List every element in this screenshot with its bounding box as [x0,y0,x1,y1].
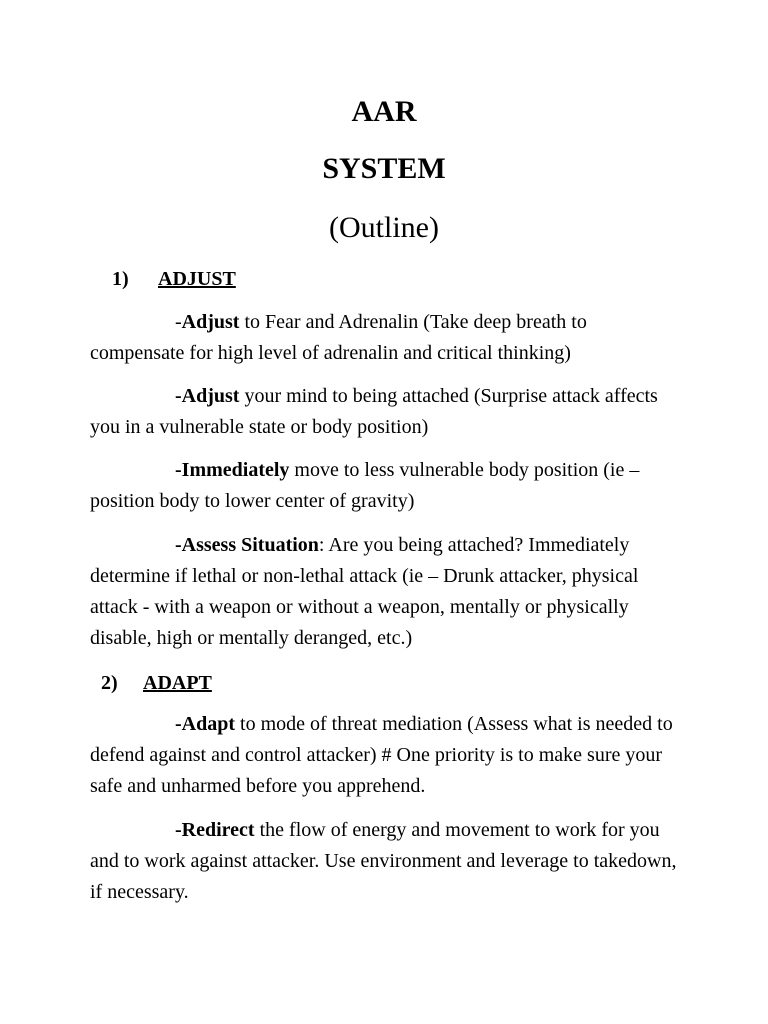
title-line-system: SYSTEM [322,152,446,185]
item-keyword: -Assess Situation [175,534,319,556]
section-number: 1) [112,268,129,290]
outline-item-adjust-fear [90,307,680,369]
outline-item-adjust-mind [90,381,680,443]
section-heading-label: ADJUST [158,268,236,290]
section-number: 2) [101,672,118,694]
item-text: to Fear and Adrenalin (Take deep breath to compensate for high level of adrenalin and critical thinking) [90,311,587,364]
item-keyword: -Immediately [175,459,290,481]
outline-item-redirect [90,815,680,908]
item-lead: - [175,311,182,333]
item-keyword: -Redirect [175,819,255,841]
section-heading-label: ADAPT [143,672,212,694]
item-text: move to less vulnerable body position (ie – position body to lower center of gravity) [90,459,640,512]
item-text: the flow of energy and movement to work for you and to work against attacker. Use environment and leverage to takedown, if necessary. [90,819,677,903]
section-heading-adapt [101,671,212,695]
outline-item-assess-situation [90,530,680,654]
item-keyword: -Adapt [175,713,236,735]
item-text: your mind to being attached (Surprise attack affects you in a vulnerable state or body position) [90,385,658,438]
section-heading-adjust [112,267,276,291]
item-text: : Are you being attached? Immediately determine if lethal or non-lethal attack (ie – Drunk attacker, physical attack - with a weapon or without a weapon, mentally or physically disable, high or mentally deranged, etc.) [90,534,639,649]
item-keyword: -Adjust [175,385,240,407]
title-line-aar: AAR [351,95,417,128]
outline-item-adapt [90,709,680,802]
outline-item-immediately [90,455,680,517]
item-keyword: Adjust [181,311,240,333]
item-text: to mode of threat mediation (Assess what is needed to defend against and control attacker) # One priority is to make sure your safe and unharmed before you apprehend. [90,713,673,797]
title-line-outline: (Outline) [329,211,439,244]
